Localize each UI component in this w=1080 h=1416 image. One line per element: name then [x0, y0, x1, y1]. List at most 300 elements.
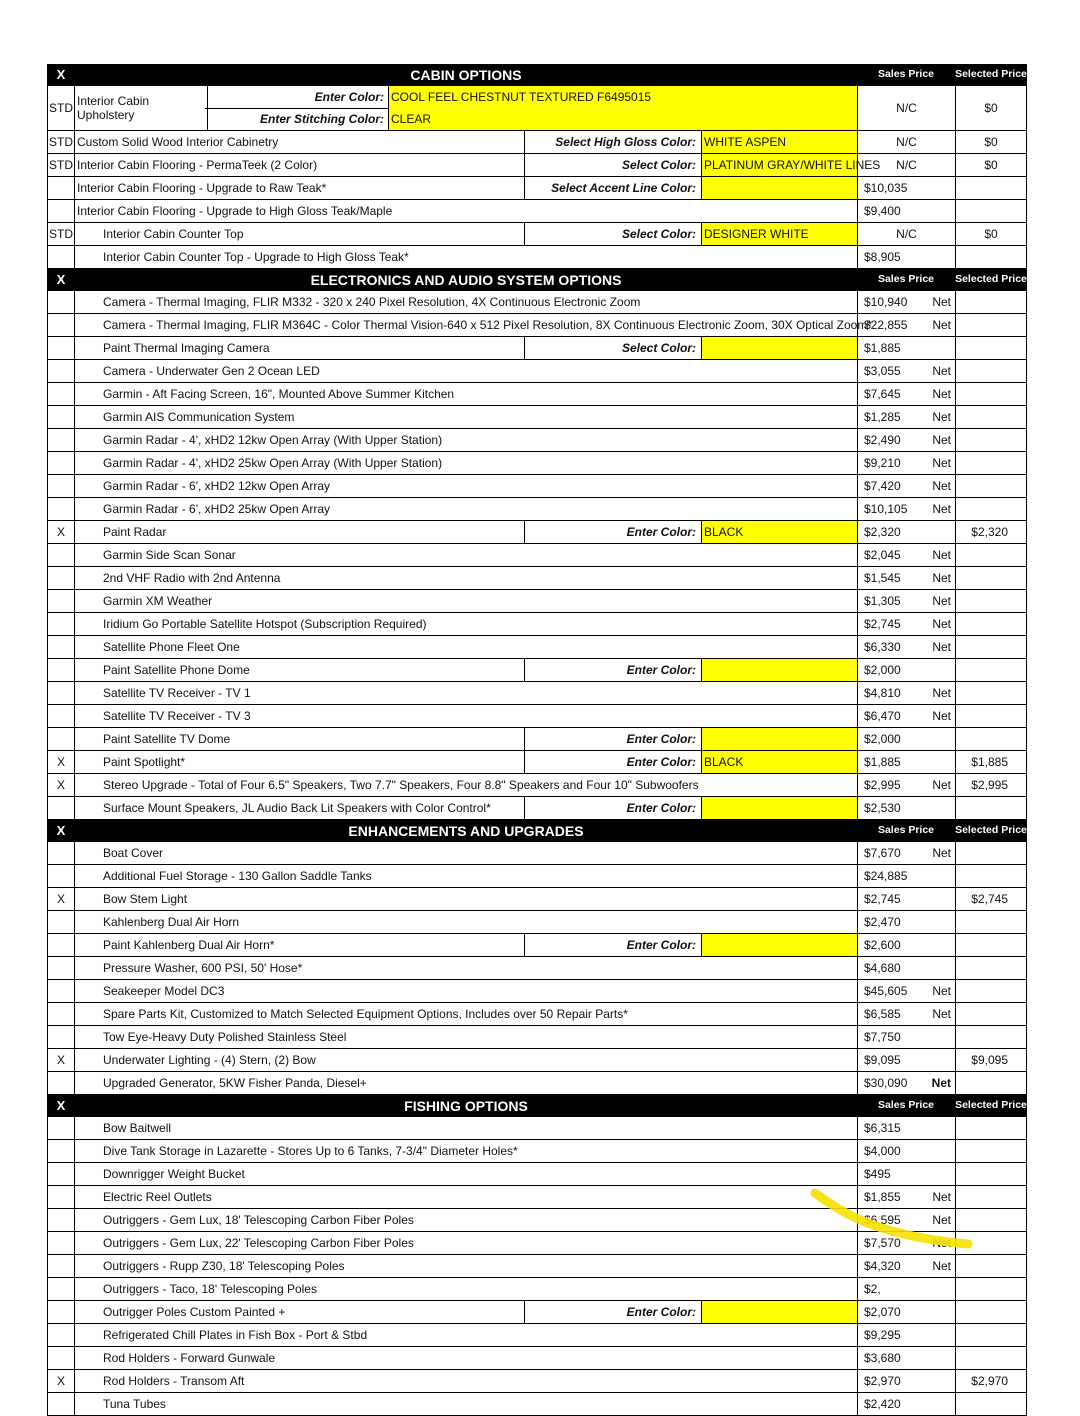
price-value: $7,645 [864, 387, 901, 401]
row-price [857, 429, 955, 451]
row-price [857, 1209, 955, 1231]
option-row [47, 291, 1027, 314]
row-mark[interactable]: STD [47, 131, 75, 153]
row-item: Pressure Washer, 600 PSI, 50' Hose* [103, 961, 303, 975]
row-selected-price [955, 429, 1027, 451]
color-input-field[interactable] [701, 337, 857, 359]
row-mark[interactable] [47, 1324, 75, 1346]
row-selected-price [955, 911, 1027, 933]
row-mark[interactable] [47, 452, 75, 474]
upholstery-color-line [205, 86, 857, 109]
cabin-rows [47, 131, 1027, 269]
row-mark[interactable] [47, 567, 75, 589]
row-item: Interior Cabin Counter Top - Upgrade to High Gloss Teak* [103, 250, 409, 264]
cabin-options-header [47, 64, 1027, 86]
row-mark[interactable] [47, 1232, 75, 1254]
row-price [857, 980, 955, 1002]
row-price [857, 291, 955, 313]
row-price [857, 1049, 955, 1071]
price-value: $4,810 [864, 686, 901, 700]
color-input-field[interactable]: PLATINUM GRAY/WHITE LINES [701, 154, 857, 176]
row-mark[interactable] [47, 980, 75, 1002]
row-item: Refrigerated Chill Plates in Fish Box - Port & Stbd [103, 1328, 368, 1342]
row-selected-price: $2,320 [955, 521, 1027, 543]
row-mark[interactable] [47, 429, 75, 451]
row-mark[interactable]: X [47, 521, 75, 543]
color-input-field[interactable] [701, 1301, 857, 1323]
row-price [857, 751, 955, 773]
row-selected-price [955, 1255, 1027, 1277]
row-price [857, 888, 955, 910]
price-value: $9,210 [864, 456, 901, 470]
row-item: Paint Thermal Imaging Camera [103, 341, 270, 355]
price-value: $2,600 [864, 938, 901, 952]
option-row [47, 1370, 1027, 1393]
price-value: $2,995 [864, 778, 901, 792]
row-item: Garmin Radar - 6', xHD2 12kw Open Array [103, 479, 331, 493]
option-row [47, 498, 1027, 521]
option-row [47, 337, 1027, 360]
row-item: Seakeeper Model DC3 [103, 984, 225, 998]
row-selected-price [955, 1301, 1027, 1323]
row-price [857, 1232, 955, 1254]
row-item: Outriggers - Gem Lux, 18' Telescoping Carbon Fiber Poles [103, 1213, 414, 1227]
row-mark[interactable]: X [47, 774, 75, 796]
row-selected-price [955, 383, 1027, 405]
price-value: $7,420 [864, 479, 901, 493]
row-mark[interactable]: STD [47, 223, 75, 245]
row-mark[interactable] [47, 1003, 75, 1025]
option-row [47, 613, 1027, 636]
price-value: $3,680 [864, 1351, 901, 1365]
price-value: $1,855 [864, 1190, 901, 1204]
option-row [47, 1278, 1027, 1301]
selected-price-header: Selected Price [955, 1099, 1027, 1112]
row-selected-price: $1,885 [955, 751, 1027, 773]
row-price [857, 1347, 955, 1369]
option-row [47, 636, 1027, 659]
row-price: N/C [857, 86, 955, 130]
row-selected-price [955, 291, 1027, 313]
color-label: Enter Color: [524, 934, 701, 956]
row-price [857, 1026, 955, 1048]
row-item: Satellite TV Receiver - TV 3 [103, 709, 251, 723]
option-row [47, 1186, 1027, 1209]
row-price [857, 957, 955, 979]
color-label: Select Accent Line Color: [524, 177, 701, 199]
color-label: Enter Color: [524, 521, 701, 543]
selected-price-header: Selected Price [955, 824, 1027, 837]
section-mark: X [47, 820, 75, 841]
color-label: Select Color: [524, 154, 701, 176]
row-price [857, 682, 955, 704]
price-value: $4,000 [864, 1144, 901, 1158]
row-price [857, 728, 955, 750]
enhancements-header [47, 820, 1027, 842]
row-mark[interactable] [47, 636, 75, 658]
price-value: $2,490 [864, 433, 901, 447]
color-input-field[interactable]: BLACK [701, 751, 857, 773]
row-mark[interactable] [47, 590, 75, 612]
option-row [47, 223, 1027, 246]
row-price [857, 613, 955, 635]
price-value: $45,605 [864, 984, 908, 998]
electronics-options-header [47, 269, 1027, 291]
price-value: $6,585 [864, 1007, 901, 1021]
price-value: $24,885 [864, 869, 908, 883]
net-tag: Net [932, 1213, 951, 1227]
row-item: Bow Baitwell [103, 1121, 172, 1135]
row-mark[interactable] [47, 1186, 75, 1208]
row-selected-price [955, 360, 1027, 382]
row-selected-price: $9,095 [955, 1049, 1027, 1071]
row-item: Iridium Go Portable Satellite Hotspot (Subscription Required) [103, 617, 427, 631]
row-price [857, 1163, 955, 1185]
stitching-color-line [205, 108, 857, 130]
option-row [47, 475, 1027, 498]
option-row [47, 1232, 1027, 1255]
price-value: $9,095 [864, 1053, 901, 1067]
row-selected-price [955, 498, 1027, 520]
row-mark[interactable] [47, 360, 75, 382]
row-selected-price [955, 1186, 1027, 1208]
row-mark[interactable] [47, 613, 75, 635]
row-mark[interactable] [47, 682, 75, 704]
row-selected-price [955, 1324, 1027, 1346]
row-selected-price [955, 705, 1027, 727]
price-value: $1,305 [864, 594, 901, 608]
row-price [857, 200, 955, 222]
row-selected-price [955, 544, 1027, 566]
price-value: $2,070 [864, 1305, 901, 1319]
price-value: $4,320 [864, 1259, 901, 1273]
option-row [47, 1255, 1027, 1278]
row-item: Interior Cabin Counter Top [103, 227, 244, 241]
net-tag: Net [932, 1190, 951, 1204]
row-mark[interactable] [47, 406, 75, 428]
row-item: Garmin Radar - 6', xHD2 25kw Open Array [103, 502, 331, 516]
color-label: Enter Color: [314, 90, 384, 104]
color-input-field[interactable]: WHITE ASPEN [701, 131, 857, 153]
row-selected-price [955, 1232, 1027, 1254]
row-price [857, 1003, 955, 1025]
price-value: $2,970 [864, 1374, 901, 1388]
row-item: Outrigger Poles Custom Painted + [103, 1305, 286, 1319]
option-row [47, 728, 1027, 751]
price-value: $1,885 [864, 341, 901, 355]
row-item: Paint Spotlight* [103, 755, 186, 769]
row-price [857, 498, 955, 520]
row-item: Underwater Lighting - (4) Stern, (2) Bow [103, 1053, 316, 1067]
row-mark[interactable] [47, 1026, 75, 1048]
row-price [857, 1278, 955, 1300]
row-mark[interactable] [47, 337, 75, 359]
row-mark[interactable] [47, 498, 75, 520]
option-row [47, 452, 1027, 475]
row-item: Kahlenberg Dual Air Horn [103, 915, 240, 929]
row-item: Interior Cabin Flooring - Upgrade to High Gloss Teak/Maple [77, 204, 393, 218]
row-selected-price [955, 842, 1027, 864]
row-item: Paint Satellite TV Dome [103, 732, 231, 746]
row-price [857, 475, 955, 497]
row-price [857, 1186, 955, 1208]
stitching-color-field[interactable]: CLEAR [388, 108, 857, 130]
row-selected-price [955, 980, 1027, 1002]
row-selected-price [955, 659, 1027, 681]
net-tag: Net [931, 1076, 951, 1090]
row-price [857, 636, 955, 658]
net-tag: Net [932, 778, 951, 792]
row-price [857, 177, 955, 199]
row-item: Tuna Tubes [103, 1397, 166, 1411]
row-item: Surface Mount Speakers, JL Audio Back Lit Speakers with Color Control* [103, 801, 491, 815]
row-item: Outriggers - Rupp Z30, 18' Telescoping Poles [103, 1259, 345, 1273]
color-input-field[interactable]: BLACK [701, 521, 857, 543]
price-value: $2,470 [864, 915, 901, 929]
row-mark[interactable] [47, 291, 75, 313]
row-item: Garmin Radar - 4', xHD2 12kw Open Array (With Upper Station) [103, 433, 443, 447]
row-selected-price [955, 797, 1027, 819]
row-price [857, 865, 955, 887]
row-item: Upgraded Generator, 5KW Fisher Panda, Diesel+ [103, 1076, 367, 1090]
price-value: $6,470 [864, 709, 901, 723]
option-row [47, 200, 1027, 223]
row-selected-price [955, 1003, 1027, 1025]
row-item: Stereo Upgrade - Total of Four 6.5" Speakers, Two 7.7" Speakers, Four 8.8" Speakers and Four 10" Subwoofers [103, 778, 699, 792]
row-selected-price: $0 [955, 154, 1027, 176]
row-mark[interactable] [47, 934, 75, 956]
row-mark[interactable]: X [47, 888, 75, 910]
row-mark[interactable] [47, 1393, 75, 1415]
option-row [47, 865, 1027, 888]
row-price [857, 1324, 955, 1346]
row-selected-price [955, 1072, 1027, 1094]
row-mark[interactable] [47, 1347, 75, 1369]
row-selected-price [955, 246, 1027, 268]
section-title: ENHANCEMENTS AND UPGRADES [348, 822, 584, 839]
row-mark[interactable] [47, 705, 75, 727]
option-row [47, 1049, 1027, 1072]
row-mark[interactable] [47, 842, 75, 864]
net-tag: Net [932, 364, 951, 378]
row-selected-price [955, 1393, 1027, 1415]
row-mark[interactable]: STD [47, 154, 75, 176]
fishing-rows [47, 1117, 1027, 1416]
upholstery-row [47, 86, 1027, 131]
price-value: $2,420 [864, 1397, 901, 1411]
price-value: $2,320 [864, 525, 901, 539]
row-mark[interactable] [47, 911, 75, 933]
row-selected-price [955, 590, 1027, 612]
row-mark[interactable] [47, 728, 75, 750]
option-row [47, 659, 1027, 682]
row-mark[interactable] [47, 1072, 75, 1094]
row-price [857, 774, 955, 796]
row-mark[interactable] [47, 544, 75, 566]
option-row [47, 544, 1027, 567]
net-tag: Net [932, 686, 951, 700]
row-mark[interactable]: X [47, 1049, 75, 1071]
color-label: Enter Color: [524, 728, 701, 750]
row-price [857, 154, 955, 176]
row-mark[interactable] [47, 475, 75, 497]
net-tag: Net [932, 1007, 951, 1021]
row-price [857, 1072, 955, 1094]
row-item: Paint Radar [103, 525, 167, 539]
row-mark[interactable] [47, 314, 75, 336]
row-mark[interactable] [47, 246, 75, 268]
options-sheet [47, 64, 1027, 1416]
price-value: $6,315 [864, 1121, 901, 1135]
row-item: Satellite Phone Fleet One [103, 640, 240, 654]
row-mark[interactable] [47, 957, 75, 979]
row-mark[interactable] [47, 177, 75, 199]
row-selected-price [955, 865, 1027, 887]
row-mark[interactable] [47, 1301, 75, 1323]
option-row [47, 1163, 1027, 1186]
row-price [857, 705, 955, 727]
row-item: Interior Cabin Flooring - Upgrade to Raw Teak* [77, 181, 327, 195]
row-item: Spare Parts Kit, Customized to Match Selected Equipment Options, Includes over 50 Repair Parts* [103, 1007, 628, 1021]
row-item: Paint Kahlenberg Dual Air Horn* [103, 938, 275, 952]
upholstery-color-field[interactable]: COOL FEEL CHESTNUT TEXTURED F6495015 [388, 86, 857, 108]
net-tag: Net [932, 410, 951, 424]
price-value: $9,400 [864, 204, 901, 218]
row-item: Additional Fuel Storage - 130 Gallon Saddle Tanks [103, 869, 372, 883]
sales-price-header: Sales Price [877, 824, 935, 837]
net-tag: Net [932, 295, 951, 309]
row-price [857, 934, 955, 956]
price-value: $2,530 [864, 801, 901, 815]
row-mark[interactable]: X [47, 1370, 75, 1392]
row-price [857, 131, 955, 153]
row-item: Garmin XM Weather [103, 594, 213, 608]
price-value: $2,000 [864, 732, 901, 746]
row-selected-price [955, 337, 1027, 359]
sales-price-header: Sales Price [877, 273, 935, 286]
row-price [857, 406, 955, 428]
row-item: Satellite TV Receiver - TV 1 [103, 686, 251, 700]
option-row [47, 1003, 1027, 1026]
row-selected-price [955, 934, 1027, 956]
option-row [47, 429, 1027, 452]
row-item: Garmin - Aft Facing Screen, 16", Mounted Above Summer Kitchen [103, 387, 455, 401]
price-value: $2,745 [864, 617, 901, 631]
option-row [47, 360, 1027, 383]
option-row [47, 682, 1027, 705]
net-tag: Net [932, 1259, 951, 1273]
row-mark[interactable] [47, 1117, 75, 1139]
net-tag: Net [932, 846, 951, 860]
color-input-field[interactable] [701, 797, 857, 819]
row-selected-price [955, 1209, 1027, 1231]
net-tag: Net [932, 594, 951, 608]
option-row [47, 314, 1027, 337]
net-tag: Net [932, 617, 951, 631]
option-row [47, 751, 1027, 774]
section-title: CABIN OPTIONS [410, 66, 522, 83]
color-label: Select Color: [524, 223, 701, 245]
row-item: Interior Cabin Upholstery [75, 86, 208, 130]
option-row [47, 1140, 1027, 1163]
stitching-label: Enter Stitching Color: [260, 112, 384, 126]
color-input-field[interactable] [701, 728, 857, 750]
row-item: Tow Eye-Heavy Duty Polished Stainless Steel [103, 1030, 347, 1044]
row-mark[interactable] [47, 1255, 75, 1277]
price-value: $22,855 [864, 318, 908, 332]
row-item: Camera - Thermal Imaging, FLIR M332 - 320 x 240 Pixel Resolution, 4X Continuous Electronic Zoom [103, 295, 641, 309]
option-row [47, 1072, 1027, 1095]
row-mark[interactable] [47, 797, 75, 819]
color-label: Enter Color: [524, 751, 701, 773]
row-selected-price [955, 1117, 1027, 1139]
net-tag: Net [932, 456, 951, 470]
price-value: N/C [896, 227, 917, 241]
price-value: $2,000 [864, 663, 901, 677]
selected-price-header: Selected Price [955, 273, 1027, 286]
row-mark[interactable]: X [47, 751, 75, 773]
price-value: $30,090 [864, 1076, 908, 1090]
row-item: Garmin Side Scan Sonar [103, 548, 236, 562]
row-mark[interactable] [47, 1209, 75, 1231]
option-row [47, 246, 1027, 269]
option-row [47, 911, 1027, 934]
option-row [47, 1026, 1027, 1049]
option-row [47, 1209, 1027, 1232]
row-price [857, 452, 955, 474]
row-selected-price [955, 957, 1027, 979]
section-title: FISHING OPTIONS [404, 1097, 528, 1114]
row-mark[interactable] [47, 200, 75, 222]
option-row [47, 888, 1027, 911]
color-input-field[interactable] [701, 934, 857, 956]
color-input-field[interactable]: DESIGNER WHITE [701, 223, 857, 245]
color-input-field[interactable] [701, 177, 857, 199]
row-selected-price [955, 567, 1027, 589]
row-mark[interactable] [47, 1278, 75, 1300]
section-mark: X [47, 1095, 75, 1116]
row-mark[interactable] [47, 383, 75, 405]
row-selected-price [955, 613, 1027, 635]
row-selected-price [955, 1026, 1027, 1048]
row-price [857, 337, 955, 359]
option-row [47, 406, 1027, 429]
row-mark[interactable] [47, 1140, 75, 1162]
row-item: Outriggers - Taco, 18' Telescoping Poles [103, 1282, 317, 1296]
row-mark[interactable] [47, 659, 75, 681]
row-price [857, 383, 955, 405]
row-price [857, 1393, 955, 1415]
color-label: Enter Color: [524, 659, 701, 681]
row-selected-price: $2,995 [955, 774, 1027, 796]
price-value: $3,055 [864, 364, 901, 378]
row-mark: STD [47, 86, 75, 130]
price-value: $7,670 [864, 846, 901, 860]
row-mark[interactable] [47, 1163, 75, 1185]
price-value: $6,595 [864, 1213, 901, 1227]
row-price [857, 314, 955, 336]
price-value: $1,885 [864, 755, 901, 769]
row-price [857, 544, 955, 566]
selected-price-header: Selected Price [955, 68, 1027, 81]
price-value: $2,745 [864, 892, 901, 906]
row-item: Camera - Thermal Imaging, FLIR M364C - Color Thermal Vision-640 x 512 Pixel Resolution, 8X Continuous Electronic Zoom, 30X Optical Zoom* [103, 318, 873, 332]
net-tag: Net [932, 709, 951, 723]
row-mark[interactable] [47, 865, 75, 887]
row-selected-price [955, 200, 1027, 222]
row-item: Camera - Underwater Gen 2 Ocean LED [103, 364, 320, 378]
color-input-field[interactable] [701, 659, 857, 681]
